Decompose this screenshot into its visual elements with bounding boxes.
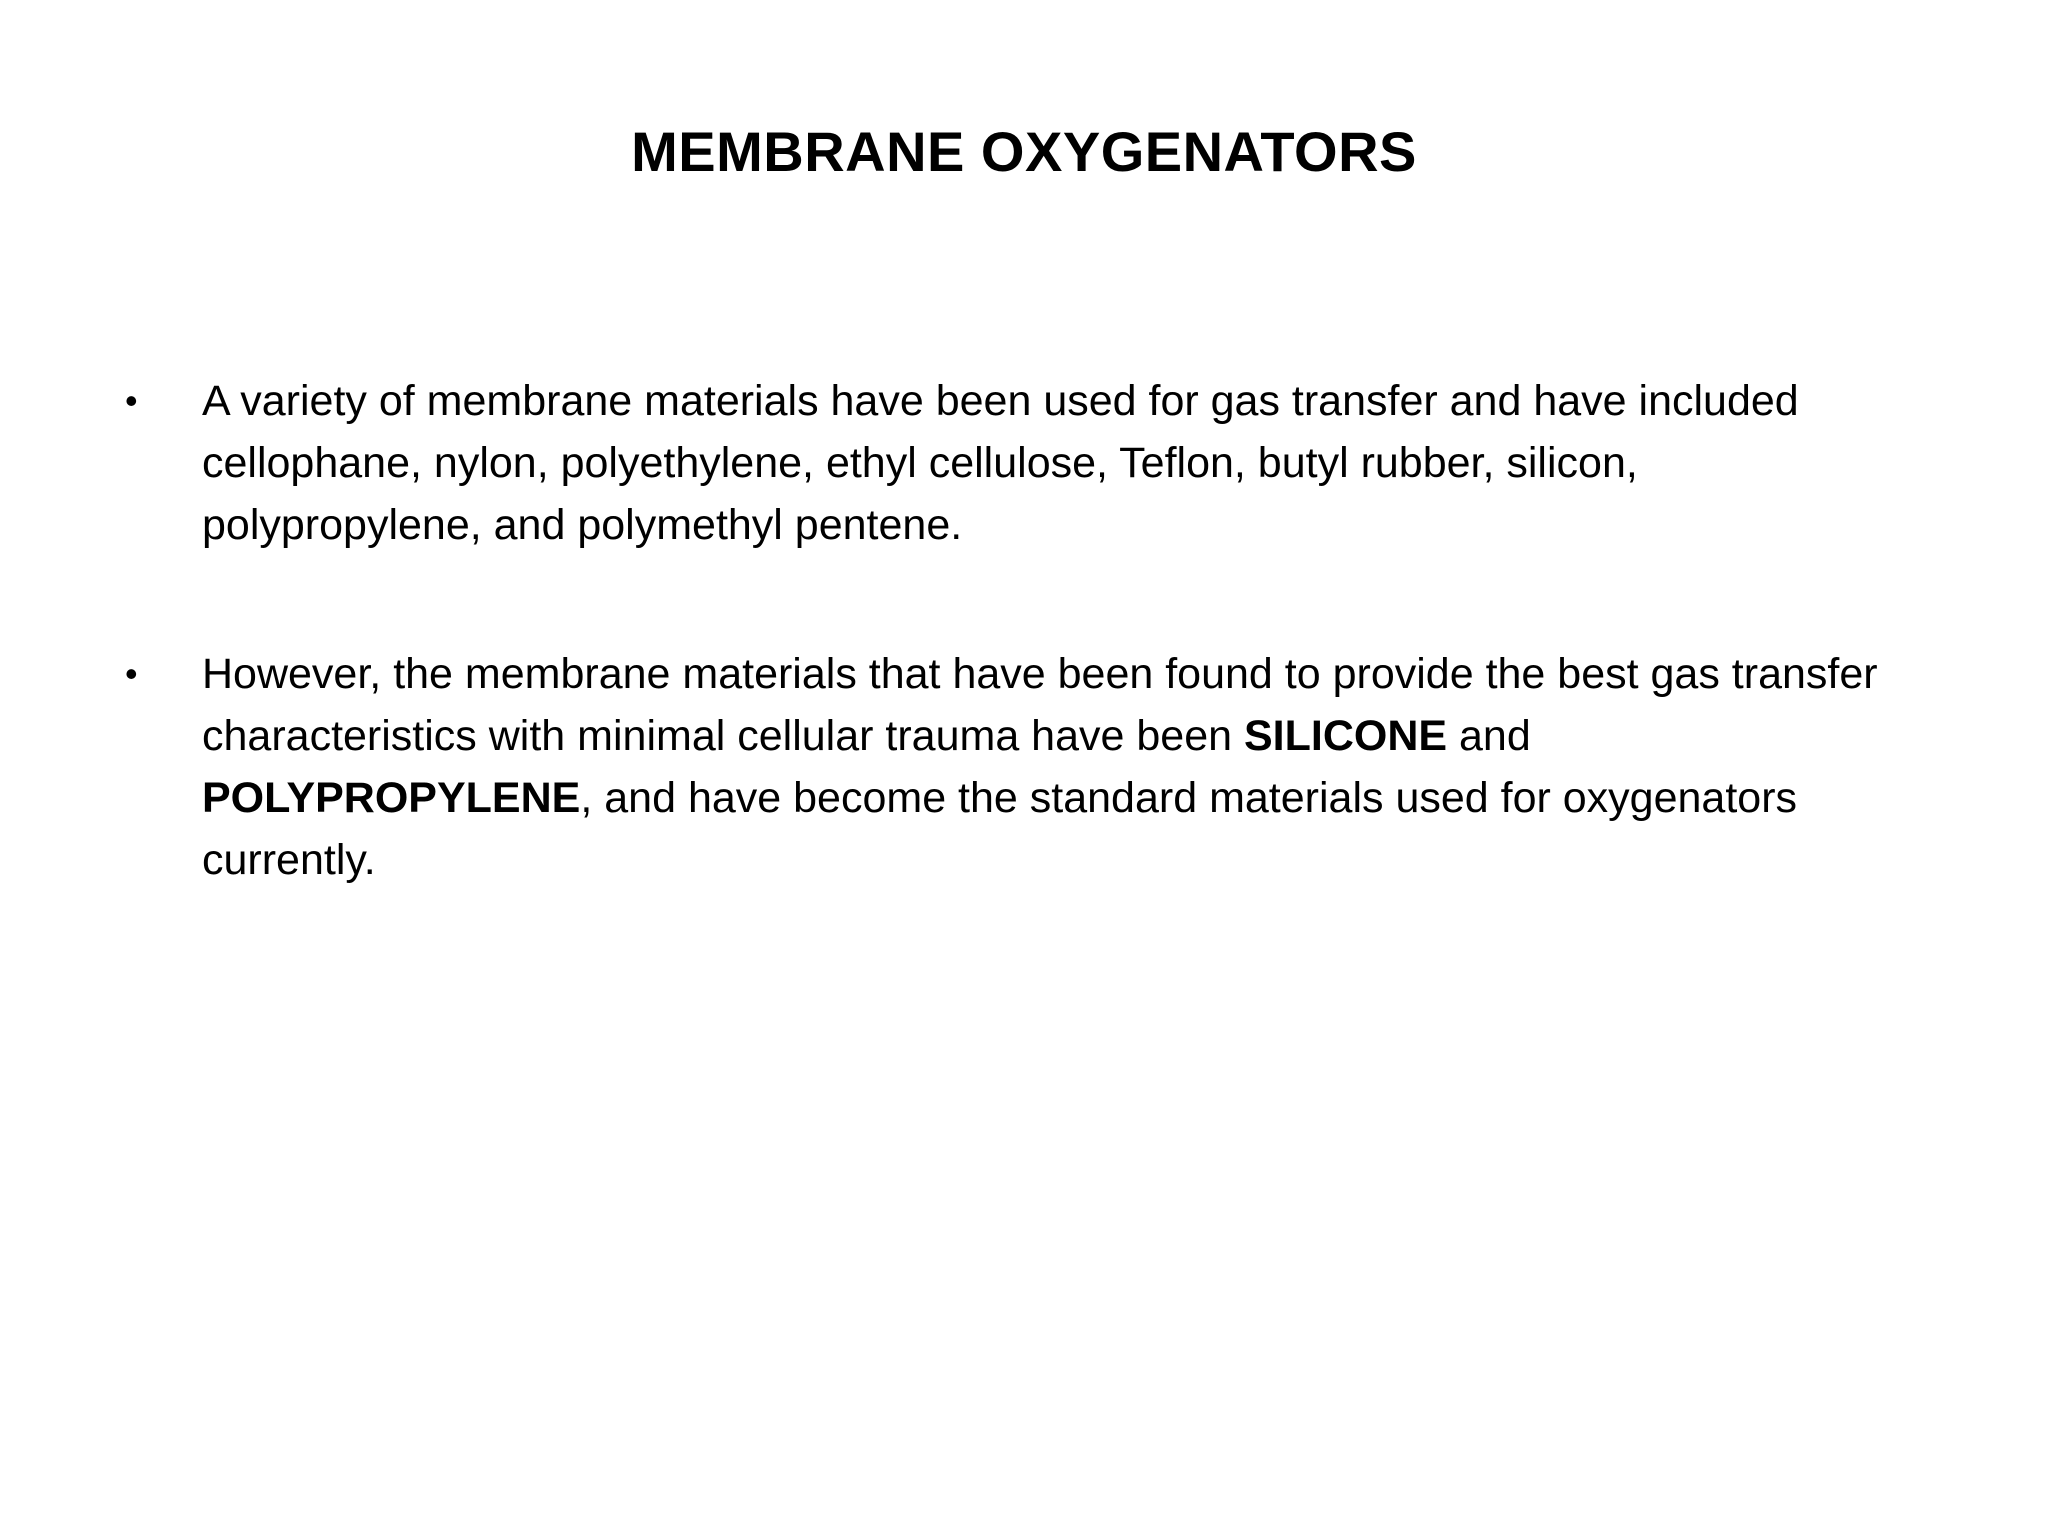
bullet-icon: • <box>125 380 138 421</box>
bullet-item-best-materials <box>120 643 1920 891</box>
bold-term-silicone: SILICONE <box>1243 712 1448 760</box>
bullet-item-membrane-materials <box>120 370 1920 556</box>
bullet-text-part-1: However, the membrane materials that have been found to provide the best gas transfer characteristics with minimal cellular trauma have been <box>202 650 1878 760</box>
bullet-text-part-2: and <box>1447 712 1531 760</box>
bullet-text-part-3: , and have become the standard materials used for oxygenators currently. <box>202 774 1798 884</box>
bold-term-polypropylene: POLYPROPYLENE <box>202 774 581 822</box>
bullet-list <box>120 370 1920 891</box>
bullet-icon: • <box>125 653 138 694</box>
slide-title: MEMBRANE OXYGENATORS <box>631 120 1417 183</box>
bullet-text: A variety of membrane materials have been used for gas transfer and have included cellophane, nylon, polyethylene, ethyl cellulose, Teflon, butyl rubber, silicon, polypropylene, and polymethyl pentene. <box>202 377 1799 549</box>
